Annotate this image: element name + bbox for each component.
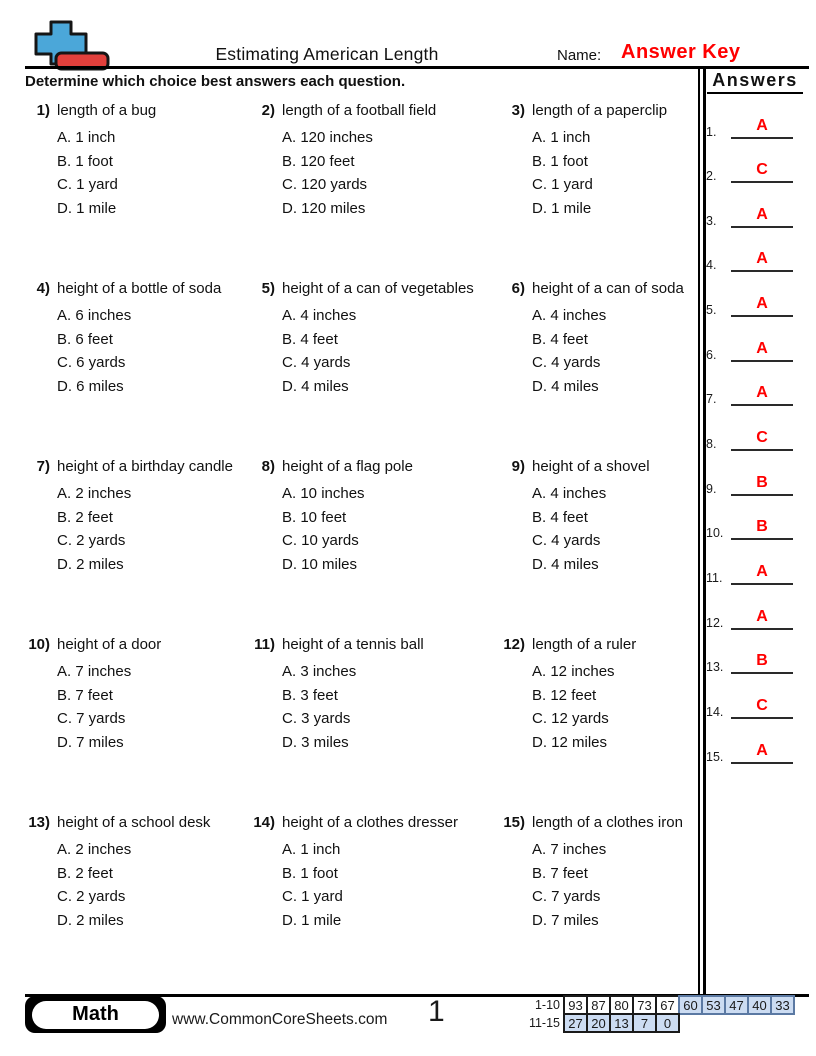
answer-number: 9. bbox=[706, 481, 717, 496]
answer-item-6 bbox=[706, 336, 808, 362]
question-option: B. 3 feet bbox=[282, 686, 338, 704]
question-option: D. 7 miles bbox=[57, 733, 124, 751]
page-title: Estimating American Length bbox=[215, 44, 439, 64]
score-cell: 60 bbox=[678, 995, 703, 1015]
answer-blank-line bbox=[731, 648, 793, 674]
question-option: B. 4 feet bbox=[532, 330, 588, 348]
question-prompt: height of a flag pole bbox=[282, 458, 413, 475]
question-prompt: height of a can of soda bbox=[532, 280, 684, 297]
score-row-label: 11-15 bbox=[528, 1016, 560, 1030]
question-11 bbox=[245, 636, 424, 754]
question-option: C. 4 yards bbox=[532, 354, 601, 371]
answer-letter: B bbox=[756, 473, 768, 491]
question-option: C. 7 yards bbox=[532, 888, 601, 905]
question-number: 13) bbox=[28, 814, 50, 831]
question-option: A. 120 inches bbox=[282, 129, 373, 146]
question-number: 2) bbox=[261, 102, 275, 119]
question-prompt: height of a school desk bbox=[57, 814, 211, 831]
answer-letter: B bbox=[756, 652, 768, 670]
question-option: A. 12 inches bbox=[532, 663, 615, 680]
question-12 bbox=[495, 636, 636, 754]
question-option: D. 2 miles bbox=[57, 555, 124, 573]
answer-blank-line bbox=[731, 202, 793, 228]
answer-item-9 bbox=[706, 470, 808, 496]
question-option: A. 4 inches bbox=[282, 307, 357, 324]
answer-number: 10. bbox=[706, 526, 724, 541]
score-cell: 93 bbox=[563, 995, 588, 1015]
answer-item-7 bbox=[706, 380, 808, 406]
answer-blank-line bbox=[731, 113, 793, 139]
question-option: D. 4 miles bbox=[532, 377, 599, 395]
question-option: C. 1 yard bbox=[57, 176, 118, 193]
question-option: C. 4 yards bbox=[282, 354, 351, 371]
question-number: 1) bbox=[36, 102, 50, 119]
header-divider bbox=[25, 66, 809, 69]
question-option: D. 12 miles bbox=[532, 733, 608, 751]
question-option: B. 120 feet bbox=[282, 152, 355, 170]
question-6 bbox=[495, 280, 684, 398]
question-4 bbox=[20, 280, 221, 398]
question-option: C. 1 yard bbox=[282, 888, 343, 905]
question-8 bbox=[245, 458, 413, 576]
question-option: B. 1 foot bbox=[532, 152, 588, 170]
question-option: D. 3 miles bbox=[282, 733, 349, 751]
answer-number: 11. bbox=[706, 571, 723, 585]
question-2 bbox=[245, 102, 436, 220]
answer-number: 4. bbox=[706, 258, 717, 273]
question-option: B. 1 foot bbox=[57, 152, 113, 170]
question-number: 8) bbox=[261, 458, 275, 475]
score-table bbox=[524, 995, 795, 1033]
answer-blank-line bbox=[731, 470, 793, 496]
answer-item-8 bbox=[706, 425, 808, 451]
question-option: A. 1 inch bbox=[532, 129, 591, 146]
score-cell: 87 bbox=[586, 995, 611, 1015]
subject-badge bbox=[25, 996, 166, 1033]
question-option: C. 1 yard bbox=[532, 176, 593, 193]
answer-item-12 bbox=[706, 604, 808, 630]
answer-blank-line bbox=[731, 246, 793, 272]
answer-item-14 bbox=[706, 693, 808, 719]
question-prompt: length of a football field bbox=[282, 102, 437, 119]
answer-item-13 bbox=[706, 648, 808, 674]
question-number: 10) bbox=[28, 636, 50, 653]
question-option: B. 12 feet bbox=[532, 686, 597, 704]
answer-blank-line bbox=[731, 604, 793, 630]
question-option: B. 6 feet bbox=[57, 330, 113, 348]
question-number: 15) bbox=[503, 814, 525, 831]
question-option: A. 4 inches bbox=[532, 307, 607, 324]
score-cell: 7 bbox=[632, 1013, 657, 1033]
score-row-1 bbox=[563, 995, 795, 1015]
score-cell: 20 bbox=[586, 1013, 611, 1033]
score-cell: 27 bbox=[563, 1013, 588, 1033]
website-link: www.CommonCoreSheets.com bbox=[172, 1011, 388, 1028]
answer-blank-line bbox=[731, 157, 793, 183]
answer-number: 12. bbox=[706, 615, 724, 630]
question-option: A. 10 inches bbox=[282, 485, 365, 502]
question-option: A. 6 inches bbox=[57, 307, 132, 324]
question-option: D. 10 miles bbox=[282, 555, 358, 573]
score-cell: 13 bbox=[609, 1013, 634, 1033]
score-row-2-wrap bbox=[524, 1013, 795, 1033]
question-option: D. 1 mile bbox=[282, 911, 342, 929]
answer-blank-line bbox=[731, 693, 793, 719]
score-cell: 53 bbox=[701, 995, 726, 1015]
answer-item-1 bbox=[706, 113, 808, 139]
question-option: D. 1 mile bbox=[532, 199, 592, 217]
answers-panel-title: Answers bbox=[707, 70, 803, 94]
answer-blank-line bbox=[731, 291, 793, 317]
answer-number: 13. bbox=[706, 660, 724, 675]
answer-letter: A bbox=[756, 295, 768, 313]
question-option: C. 12 yards bbox=[532, 710, 609, 727]
question-option: C. 7 yards bbox=[57, 710, 126, 727]
question-option: B. 2 feet bbox=[57, 508, 113, 526]
question-prompt: length of a clothes iron bbox=[532, 814, 683, 831]
question-number: 3) bbox=[511, 102, 525, 119]
question-prompt: height of a shovel bbox=[532, 458, 650, 475]
question-number: 7) bbox=[36, 458, 50, 475]
score-row-label: 1-10 bbox=[534, 998, 560, 1012]
answer-number: 5. bbox=[706, 303, 717, 318]
answer-letter: B bbox=[756, 518, 768, 536]
question-option: A. 2 inches bbox=[57, 485, 132, 502]
answer-number: 15. bbox=[706, 749, 724, 764]
question-option: B. 1 foot bbox=[282, 864, 338, 882]
question-15 bbox=[495, 814, 683, 932]
question-option: C. 10 yards bbox=[282, 532, 359, 549]
score-cell: 40 bbox=[747, 995, 772, 1015]
question-prompt: height of a door bbox=[57, 636, 162, 653]
question-option: B. 4 feet bbox=[282, 330, 338, 348]
score-cell: 67 bbox=[655, 995, 680, 1015]
question-1 bbox=[20, 102, 156, 220]
question-option: D. 6 miles bbox=[57, 377, 124, 395]
answer-letter: A bbox=[756, 116, 768, 134]
question-option: B. 10 feet bbox=[282, 508, 347, 526]
answer-number: 6. bbox=[706, 347, 717, 362]
question-option: C. 2 yards bbox=[57, 532, 126, 549]
answer-item-5 bbox=[706, 291, 808, 317]
answer-number: 2. bbox=[706, 169, 717, 184]
question-13 bbox=[20, 814, 210, 932]
subject-badge-label: Math bbox=[32, 1001, 159, 1029]
answer-letter: C bbox=[756, 429, 768, 447]
question-9 bbox=[495, 458, 650, 576]
answer-blank-line bbox=[731, 425, 793, 451]
question-option: B. 7 feet bbox=[532, 864, 588, 882]
answer-item-4 bbox=[706, 246, 808, 272]
name-label: Name: bbox=[557, 47, 602, 64]
score-cell: 80 bbox=[609, 995, 634, 1015]
question-option: D. 7 miles bbox=[532, 911, 599, 929]
question-prompt: height of a tennis ball bbox=[282, 636, 424, 653]
question-option: D. 1 mile bbox=[57, 199, 117, 217]
answer-letter: A bbox=[756, 741, 768, 759]
score-row-1-wrap bbox=[524, 995, 795, 1015]
question-option: A. 1 inch bbox=[57, 129, 116, 146]
score-cell: 73 bbox=[632, 995, 657, 1015]
question-option: A. 7 inches bbox=[532, 841, 607, 858]
question-option: B. 7 feet bbox=[57, 686, 113, 704]
question-number: 12) bbox=[503, 636, 525, 653]
question-number: 4) bbox=[36, 280, 50, 297]
question-number: 6) bbox=[511, 280, 525, 297]
answer-item-11 bbox=[706, 559, 808, 585]
answer-number: 8. bbox=[706, 437, 717, 452]
question-option: C. 120 yards bbox=[282, 176, 368, 193]
question-number: 9) bbox=[511, 458, 525, 475]
question-number: 14) bbox=[253, 814, 275, 831]
question-number: 11) bbox=[254, 636, 275, 653]
score-cell: 0 bbox=[655, 1013, 680, 1033]
page-number: 1 bbox=[428, 995, 445, 1028]
question-option: B. 4 feet bbox=[532, 508, 588, 526]
answer-key-text: Answer Key bbox=[621, 41, 741, 63]
answer-letter: A bbox=[756, 339, 768, 357]
answer-blank-line bbox=[731, 336, 793, 362]
answer-blank-line bbox=[731, 738, 793, 764]
question-5 bbox=[245, 280, 474, 398]
question-option: A. 4 inches bbox=[532, 485, 607, 502]
answer-item-10 bbox=[706, 514, 808, 540]
answer-blank-line bbox=[731, 514, 793, 540]
score-cell: 47 bbox=[724, 995, 749, 1015]
question-prompt: height of a can of vegetables bbox=[282, 280, 474, 297]
answers-divider-outer bbox=[698, 66, 700, 995]
question-option: A. 1 inch bbox=[282, 841, 341, 858]
question-prompt: length of a paperclip bbox=[532, 102, 668, 119]
question-number: 5) bbox=[261, 280, 275, 297]
question-10 bbox=[20, 636, 161, 754]
score-row-2 bbox=[563, 1013, 680, 1033]
commoncoresheets-logo bbox=[34, 20, 112, 72]
instruction-text: Determine which choice best answers each question. bbox=[25, 73, 406, 90]
question-prompt: height of a birthday candle bbox=[57, 458, 233, 475]
question-7 bbox=[20, 458, 233, 576]
answer-item-3 bbox=[706, 202, 808, 228]
answer-letter: A bbox=[756, 384, 768, 402]
question-option: A. 7 inches bbox=[57, 663, 132, 680]
question-prompt: height of a bottle of soda bbox=[57, 280, 222, 297]
question-option: D. 2 miles bbox=[57, 911, 124, 929]
answer-letter: A bbox=[756, 205, 768, 223]
answer-letter: A bbox=[756, 607, 768, 625]
question-option: D. 4 miles bbox=[532, 555, 599, 573]
question-prompt: length of a bug bbox=[57, 102, 157, 119]
answer-blank-line bbox=[731, 380, 793, 406]
answer-letter: A bbox=[756, 250, 768, 268]
answer-number: 3. bbox=[706, 213, 717, 228]
answer-blank-line bbox=[731, 559, 793, 585]
score-cell: 33 bbox=[770, 995, 795, 1015]
question-option: D. 4 miles bbox=[282, 377, 349, 395]
question-option: A. 3 inches bbox=[282, 663, 357, 680]
question-option: B. 2 feet bbox=[57, 864, 113, 882]
answer-item-15 bbox=[706, 738, 808, 764]
answer-letter: C bbox=[756, 696, 768, 714]
question-option: D. 120 miles bbox=[282, 199, 366, 217]
question-14 bbox=[245, 814, 458, 932]
answer-number: 7. bbox=[706, 392, 717, 407]
answer-item-2 bbox=[706, 157, 808, 183]
question-3 bbox=[495, 102, 667, 220]
question-option: A. 2 inches bbox=[57, 841, 132, 858]
answer-letter: A bbox=[756, 563, 768, 580]
answer-number: 14. bbox=[706, 704, 724, 719]
question-option: C. 4 yards bbox=[532, 532, 601, 549]
question-prompt: length of a ruler bbox=[532, 636, 637, 653]
answer-letter: C bbox=[756, 161, 768, 179]
question-prompt: height of a clothes dresser bbox=[282, 814, 458, 831]
question-option: C. 3 yards bbox=[282, 710, 351, 727]
question-option: C. 6 yards bbox=[57, 354, 126, 371]
question-option: C. 2 yards bbox=[57, 888, 126, 905]
answer-number: 1. bbox=[706, 124, 717, 139]
